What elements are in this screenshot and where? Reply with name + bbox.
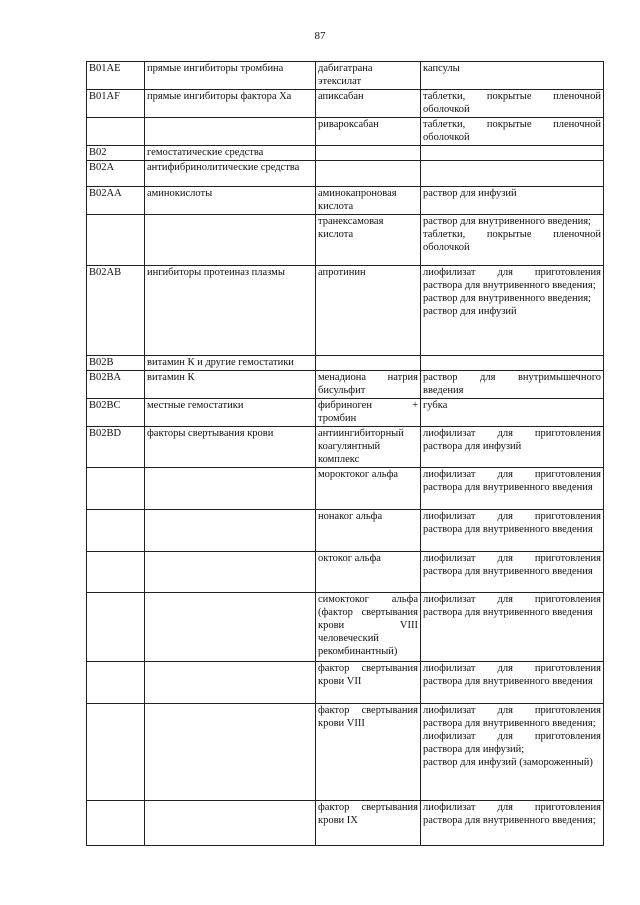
dosage-form-cell: лиофилизат для приготовления раствора для внутривенного введения; лиофилизат для приготовления раствора для инфузий; раствор для инфузий (замороженный)	[421, 704, 604, 801]
table-row	[87, 468, 604, 510]
pharm-group-cell	[145, 215, 316, 266]
drug-table	[86, 61, 604, 846]
dosage-form-cell	[421, 356, 604, 371]
atc-code-cell: B02A	[87, 161, 145, 187]
dosage-form-cell: лиофилизат для приготовления раствора для внутривенного введения	[421, 552, 604, 593]
pharm-group-cell: прямые ингибиторы тромбина	[145, 62, 316, 90]
table-row	[87, 146, 604, 161]
drug-name-cell: дабигатрана этексилат	[316, 62, 421, 90]
dosage-form-cell: лиофилизат для приготовления раствора для внутривенного введения; раствор для внутривенного введения; раствор для инфузий	[421, 266, 604, 356]
pharm-group-cell: аминокислоты	[145, 187, 316, 215]
atc-code-cell: B01AF	[87, 90, 145, 118]
atc-code-cell	[87, 801, 145, 846]
dosage-form-cell	[421, 161, 604, 187]
drug-name-cell: фактор свертывания крови VIII	[316, 704, 421, 801]
atc-code-cell	[87, 468, 145, 510]
pharm-group-cell	[145, 510, 316, 552]
dosage-form-cell: капсулы	[421, 62, 604, 90]
table-row	[87, 510, 604, 552]
pharm-group-cell	[145, 118, 316, 146]
drug-name-cell: менадиона натрия бисульфит	[316, 371, 421, 399]
drug-name-cell: нонаког альфа	[316, 510, 421, 552]
atc-code-cell: B02B	[87, 356, 145, 371]
pharm-group-cell: факторы свертывания крови	[145, 427, 316, 468]
atc-code-cell	[87, 215, 145, 266]
dosage-form-cell: губка	[421, 399, 604, 427]
pharm-group-cell: гемостатические средства	[145, 146, 316, 161]
dosage-form-cell: таблетки, покрытые пленочной оболочкой	[421, 90, 604, 118]
dosage-form-cell: таблетки, покрытые пленочной оболочкой	[421, 118, 604, 146]
pharm-group-cell	[145, 593, 316, 662]
atc-code-cell: B02	[87, 146, 145, 161]
atc-code-cell	[87, 510, 145, 552]
dosage-form-cell	[421, 146, 604, 161]
drug-name-cell: октоког альфа	[316, 552, 421, 593]
dosage-form-cell: раствор для внутривенного введения; таблетки, покрытые пленочной оболочкой	[421, 215, 604, 266]
atc-code-cell: B01AE	[87, 62, 145, 90]
drug-name-cell	[316, 146, 421, 161]
table-row	[87, 593, 604, 662]
drug-name-cell: аминокапроновая кислота	[316, 187, 421, 215]
atc-code-cell	[87, 704, 145, 801]
atc-code-cell: B02BC	[87, 399, 145, 427]
dosage-form-cell: лиофилизат для приготовления раствора для внутривенного введения	[421, 593, 604, 662]
pharm-group-cell: прямые ингибиторы фактора Xa	[145, 90, 316, 118]
table-row	[87, 161, 604, 187]
table-row	[87, 371, 604, 399]
atc-code-cell: B02BD	[87, 427, 145, 468]
drug-name-cell: фибриноген + тромбин	[316, 399, 421, 427]
pharm-group-cell	[145, 662, 316, 704]
pharm-group-cell: ингибиторы протеиназ плазмы	[145, 266, 316, 356]
table-row	[87, 118, 604, 146]
drug-name-cell: фактор свертывания крови VII	[316, 662, 421, 704]
pharm-group-cell: местные гемостатики	[145, 399, 316, 427]
table-row	[87, 801, 604, 846]
drug-name-cell: апротинин	[316, 266, 421, 356]
page-number: 87	[314, 30, 326, 42]
atc-code-cell: B02BA	[87, 371, 145, 399]
drug-name-cell: мороктоког альфа	[316, 468, 421, 510]
table-row	[87, 552, 604, 593]
table-row	[87, 704, 604, 801]
table-row	[87, 427, 604, 468]
pharm-group-cell: антифибринолитические средства	[145, 161, 316, 187]
table-row	[87, 356, 604, 371]
table-row	[87, 662, 604, 704]
atc-code-cell: B02AB	[87, 266, 145, 356]
pharm-group-cell: витамин К	[145, 371, 316, 399]
atc-code-cell: B02AA	[87, 187, 145, 215]
table-row	[87, 266, 604, 356]
dosage-form-cell: раствор для внутримышечного введения	[421, 371, 604, 399]
dosage-form-cell: лиофилизат для приготовления раствора для внутривенного введения;	[421, 801, 604, 846]
pharm-group-cell: витамин К и другие гемостатики	[145, 356, 316, 371]
atc-code-cell	[87, 662, 145, 704]
table-row	[87, 62, 604, 90]
drug-name-cell: ривароксабан	[316, 118, 421, 146]
pharm-group-cell	[145, 801, 316, 846]
pharm-group-cell	[145, 704, 316, 801]
atc-code-cell	[87, 552, 145, 593]
atc-code-cell	[87, 593, 145, 662]
table-row	[87, 399, 604, 427]
drug-name-cell: транексамовая кислота	[316, 215, 421, 266]
pharm-group-cell	[145, 468, 316, 510]
drug-name-cell	[316, 356, 421, 371]
dosage-form-cell: лиофилизат для приготовления раствора для внутривенного введения	[421, 468, 604, 510]
drug-name-cell: симоктоког альфа (фактор свертывания крови VIII человеческий рекомбинантный)	[316, 593, 421, 662]
dosage-form-cell: лиофилизат для приготовления раствора для внутривенного введения	[421, 662, 604, 704]
table-row	[87, 90, 604, 118]
dosage-form-cell: лиофилизат для приготовления раствора для инфузий	[421, 427, 604, 468]
drug-name-cell	[316, 161, 421, 187]
drug-name-cell: фактор свертывания крови IX	[316, 801, 421, 846]
atc-code-cell	[87, 118, 145, 146]
table-row	[87, 187, 604, 215]
dosage-form-cell: лиофилизат для приготовления раствора для внутривенного введения	[421, 510, 604, 552]
drug-name-cell: антиингибиторный коагулянтный комплекс	[316, 427, 421, 468]
drug-name-cell: апиксабан	[316, 90, 421, 118]
dosage-form-cell: раствор для инфузий	[421, 187, 604, 215]
table-row	[87, 215, 604, 266]
drug-table-body	[87, 62, 604, 846]
pharm-group-cell	[145, 552, 316, 593]
